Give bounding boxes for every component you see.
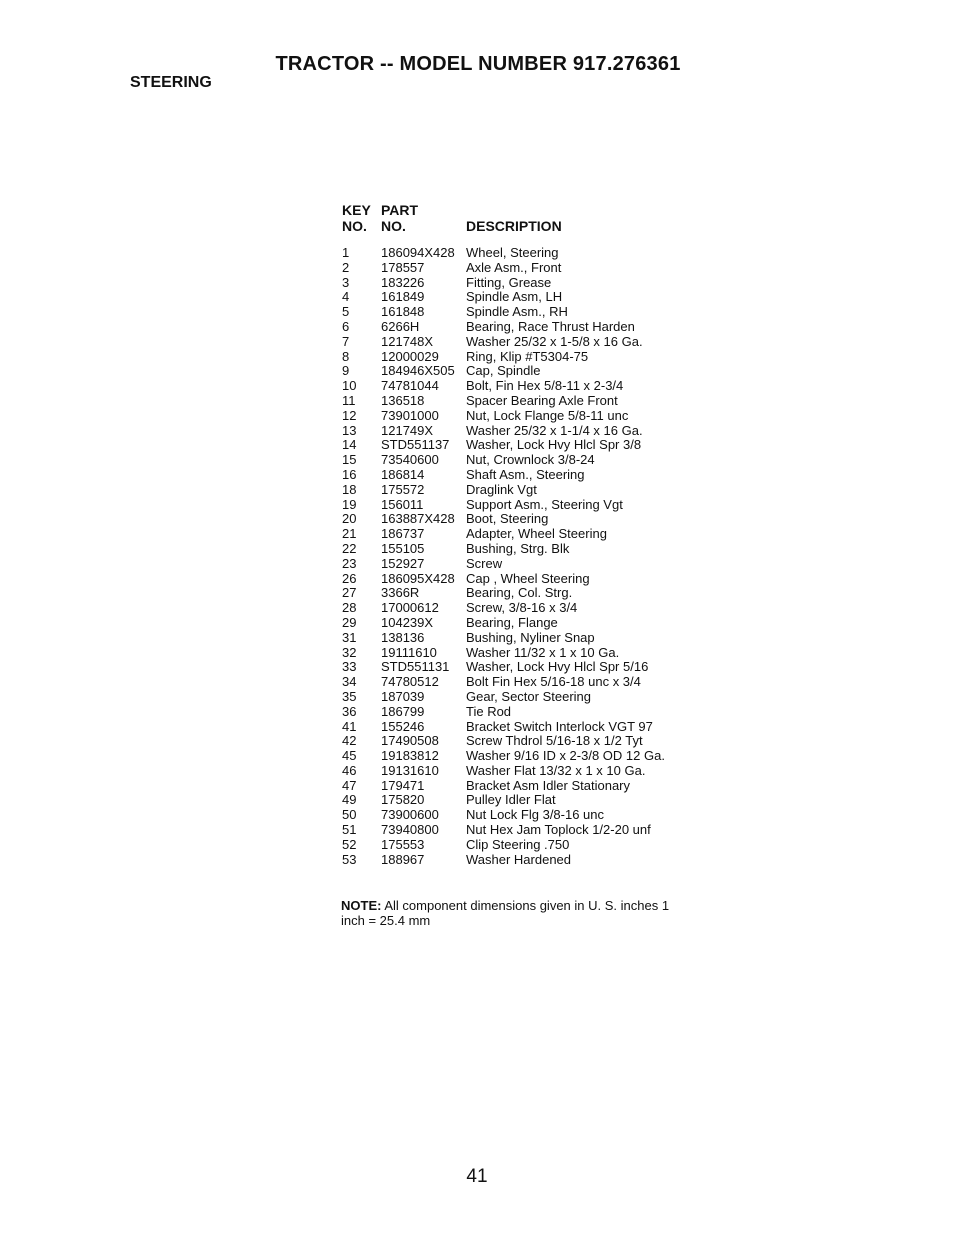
row-part-no: 12000029 xyxy=(381,348,439,364)
table-row xyxy=(342,749,702,764)
table-row xyxy=(342,335,702,350)
row-description: Washer, Lock Hvy Hlcl Spr 3/8 xyxy=(466,437,642,453)
row-description: Support Asm., Steering Vgt xyxy=(466,496,623,512)
row-key-no: 26 xyxy=(342,570,357,586)
row-key-no: 27 xyxy=(342,585,357,601)
table-row xyxy=(342,764,702,779)
table-row xyxy=(342,379,702,394)
row-key-no: 7 xyxy=(342,333,350,349)
row-description: Washer, Lock Hvy Hlcl Spr 5/16 xyxy=(466,659,649,675)
row-key-no: 28 xyxy=(342,600,357,616)
row-part-no: 187039 xyxy=(381,688,425,704)
table-row xyxy=(342,586,702,601)
row-part-no: 161848 xyxy=(381,304,425,320)
note xyxy=(341,898,671,928)
table-row xyxy=(342,734,702,749)
row-key-no: 2 xyxy=(342,259,350,275)
row-description: Nut, Crownlock 3/8-24 xyxy=(466,452,595,468)
table-row xyxy=(342,527,702,542)
row-part-no: 19131610 xyxy=(381,762,439,778)
row-description: Bearing, Col. Strg. xyxy=(466,585,573,601)
row-description: Screw, 3/8-16 x 3/4 xyxy=(466,600,578,616)
header-key-line2: NO. xyxy=(342,218,367,234)
row-key-no: 5 xyxy=(342,304,350,320)
table-row xyxy=(342,808,702,823)
row-part-no: 186737 xyxy=(381,526,425,542)
row-part-no: 186095X428 xyxy=(381,570,455,586)
table-row xyxy=(342,468,702,483)
row-description: Cap , Wheel Steering xyxy=(466,570,590,586)
row-part-no: 179471 xyxy=(381,777,425,793)
row-description: Bracket Switch Interlock VGT 97 xyxy=(466,718,653,734)
row-description: Bushing, Nyliner Snap xyxy=(466,629,595,645)
row-key-no: 16 xyxy=(342,466,357,482)
row-key-no: 42 xyxy=(342,733,357,749)
row-part-no: 73901000 xyxy=(381,407,439,423)
table-row xyxy=(342,512,702,527)
table-row xyxy=(342,246,702,261)
row-key-no: 50 xyxy=(342,807,357,823)
table-row xyxy=(342,350,702,365)
row-key-no: 21 xyxy=(342,526,357,542)
table-row xyxy=(342,675,702,690)
row-description: Tie Rod xyxy=(466,703,512,719)
row-key-no: 3 xyxy=(342,274,350,290)
row-key-no: 9 xyxy=(342,363,350,379)
parts-table xyxy=(342,202,702,867)
row-description: Adapter, Wheel Steering xyxy=(466,526,607,542)
table-row xyxy=(342,853,702,868)
table-row xyxy=(342,631,702,646)
row-key-no: 34 xyxy=(342,674,357,690)
table-row xyxy=(342,793,702,808)
table-row xyxy=(342,720,702,735)
table-row xyxy=(342,409,702,424)
row-key-no: 35 xyxy=(342,688,357,704)
row-description: Axle Asm., Front xyxy=(466,259,562,275)
row-key-no: 36 xyxy=(342,703,357,719)
row-part-no: 73900600 xyxy=(381,807,439,823)
row-key-no: 22 xyxy=(342,540,357,556)
row-key-no: 45 xyxy=(342,748,357,764)
row-key-no: 1 xyxy=(342,245,350,260)
row-key-no: 20 xyxy=(342,511,357,527)
row-key-no: 52 xyxy=(342,836,357,852)
row-part-no: 104239X xyxy=(381,614,434,630)
row-key-no: 29 xyxy=(342,614,357,630)
table-row xyxy=(342,305,702,320)
page-title: TRACTOR -- MODEL NUMBER 917.276361 xyxy=(275,53,681,75)
table-row xyxy=(342,572,702,587)
row-description: Bracket Asm Idler Stationary xyxy=(466,777,631,793)
row-key-no: 10 xyxy=(342,378,357,394)
table-row xyxy=(342,823,702,838)
row-description: Pulley Idler Flat xyxy=(466,792,556,808)
row-key-no: 47 xyxy=(342,777,357,793)
table-row xyxy=(342,320,702,335)
row-key-no: 31 xyxy=(342,629,357,645)
row-part-no: 136518 xyxy=(381,392,425,408)
row-key-no: 41 xyxy=(342,718,357,734)
row-key-no: 19 xyxy=(342,496,357,512)
header-key-line1: KEY xyxy=(342,202,371,218)
header-part-line2: NO. xyxy=(381,218,406,234)
row-part-no: 152927 xyxy=(381,555,425,571)
table-row xyxy=(342,542,702,557)
row-part-no: 175572 xyxy=(381,481,425,497)
row-part-no: 121748X xyxy=(381,333,434,349)
row-description: Screw Thdrol 5/16-18 x 1/2 Tyt xyxy=(466,733,643,749)
table-row xyxy=(342,779,702,794)
row-part-no: 19183812 xyxy=(381,748,439,764)
page-number: 41 xyxy=(466,1166,488,1187)
row-key-no: 13 xyxy=(342,422,357,438)
row-part-no: 73540600 xyxy=(381,452,439,468)
row-part-no: 19111610 xyxy=(381,644,437,660)
row-key-no: 46 xyxy=(342,762,357,778)
row-description: Gear, Sector Steering xyxy=(466,688,592,704)
row-part-no: 186094X428 xyxy=(381,245,455,260)
table-row xyxy=(342,276,702,291)
table-row xyxy=(342,601,702,616)
table-row xyxy=(342,364,702,379)
row-part-no: 175553 xyxy=(381,836,425,852)
row-description: Washer Hardened xyxy=(466,851,572,867)
table-row xyxy=(342,646,702,661)
row-key-no: 6 xyxy=(342,318,350,334)
row-description: Spacer Bearing Axle Front xyxy=(466,392,618,408)
row-description: Bolt, Fin Hex 5/8-11 x 2-3/4 xyxy=(466,378,624,394)
row-part-no: 6266H xyxy=(381,318,420,334)
table-row xyxy=(342,690,702,705)
table-row xyxy=(342,394,702,409)
table-row xyxy=(342,498,702,513)
row-key-no: 49 xyxy=(342,792,357,808)
row-part-no: 17000612 xyxy=(381,600,439,616)
row-description: Wheel, Steering xyxy=(466,245,559,260)
row-part-no: 184946X505 xyxy=(381,363,455,379)
row-description: Washer 11/32 x 1 x 10 Ga. xyxy=(466,644,620,660)
row-part-no: 188967 xyxy=(381,851,425,867)
table-row xyxy=(342,438,702,453)
row-key-no: 32 xyxy=(342,644,357,660)
row-part-no: 74780512 xyxy=(381,674,439,690)
row-description: Ring, Klip #T5304-75 xyxy=(466,348,589,364)
table-row xyxy=(342,660,702,675)
row-description: Washer 9/16 ID x 2-3/8 OD 12 Ga. xyxy=(466,748,665,764)
row-description: Bolt Fin Hex 5/16-18 unc x 3/4 xyxy=(466,674,641,690)
row-key-no: 18 xyxy=(342,481,357,497)
table-row xyxy=(342,557,702,572)
table-row xyxy=(342,453,702,468)
note-label: NOTE: xyxy=(341,898,382,913)
table-row xyxy=(342,616,702,631)
row-key-no: 12 xyxy=(342,407,357,423)
row-key-no: 15 xyxy=(342,452,357,468)
row-description: Shaft Asm., Steering xyxy=(466,466,585,482)
row-description: Nut Lock Flg 3/8-16 unc xyxy=(466,807,605,823)
row-description: Boot, Steering xyxy=(466,511,549,527)
row-description: Bearing, Race Thrust Harden xyxy=(466,318,635,334)
row-description: Draglink Vgt xyxy=(466,481,537,497)
header-description: DESCRIPTION xyxy=(466,218,562,234)
row-part-no: 161849 xyxy=(381,289,425,305)
row-description: Spindle Asm., RH xyxy=(466,304,568,320)
row-key-no: 51 xyxy=(342,822,357,838)
table-row xyxy=(342,705,702,720)
row-description: Bearing, Flange xyxy=(466,614,558,630)
row-part-no: 138136 xyxy=(381,629,425,645)
row-description: Cap, Spindle xyxy=(466,363,541,379)
row-part-no: 121749X xyxy=(381,422,434,438)
row-description: Nut Hex Jam Toplock 1/2-20 unf xyxy=(466,822,651,838)
row-description: Washer 25/32 x 1-1/4 x 16 Ga. xyxy=(466,422,643,438)
row-description: Fitting, Grease xyxy=(466,274,552,290)
row-part-no: 183226 xyxy=(381,274,425,290)
row-part-no: 73940800 xyxy=(381,822,439,838)
parts-table-header xyxy=(342,202,702,242)
row-description: Screw xyxy=(466,555,503,571)
row-key-no: 23 xyxy=(342,555,357,571)
table-row xyxy=(342,424,702,439)
row-part-no: 163887X428 xyxy=(381,511,455,527)
row-part-no: 155105 xyxy=(381,540,425,556)
note-text: All component dimensions given in U. S. inches 1 inch = 25.4 mm xyxy=(341,898,670,928)
row-part-no: 74781044 xyxy=(381,378,439,394)
row-key-no: 53 xyxy=(342,851,357,867)
row-part-no: 175820 xyxy=(381,792,425,808)
row-part-no: 178557 xyxy=(381,259,425,275)
row-part-no: 186799 xyxy=(381,703,425,719)
row-part-no: 155246 xyxy=(381,718,425,734)
row-description: Washer Flat 13/32 x 1 x 10 Ga. xyxy=(466,762,646,778)
row-part-no: 3366R xyxy=(381,585,420,601)
row-part-no: STD551137 xyxy=(381,437,450,453)
table-row xyxy=(342,290,702,305)
row-part-no: 156011 xyxy=(381,496,424,512)
row-description: Nut, Lock Flange 5/8-11 unc xyxy=(466,407,629,423)
row-part-no: STD551131 xyxy=(381,659,450,675)
row-part-no: 186814 xyxy=(381,466,425,482)
section-title: STEERING xyxy=(130,74,212,91)
row-key-no: 4 xyxy=(342,289,350,305)
row-part-no: 17490508 xyxy=(381,733,439,749)
row-key-no: 14 xyxy=(342,437,357,453)
table-row xyxy=(342,483,702,498)
parts-table-body xyxy=(342,246,702,867)
row-key-no: 8 xyxy=(342,348,350,364)
row-description: Spindle Asm, LH xyxy=(466,289,563,305)
table-row xyxy=(342,261,702,276)
row-key-no: 11 xyxy=(342,392,356,408)
row-description: Washer 25/32 x 1-5/8 x 16 Ga. xyxy=(466,333,643,349)
row-description: Bushing, Strg. Blk xyxy=(466,540,570,556)
row-key-no: 33 xyxy=(342,659,357,675)
table-row xyxy=(342,838,702,853)
row-description: Clip Steering .750 xyxy=(466,836,570,852)
header-part-line1: PART xyxy=(381,202,419,218)
